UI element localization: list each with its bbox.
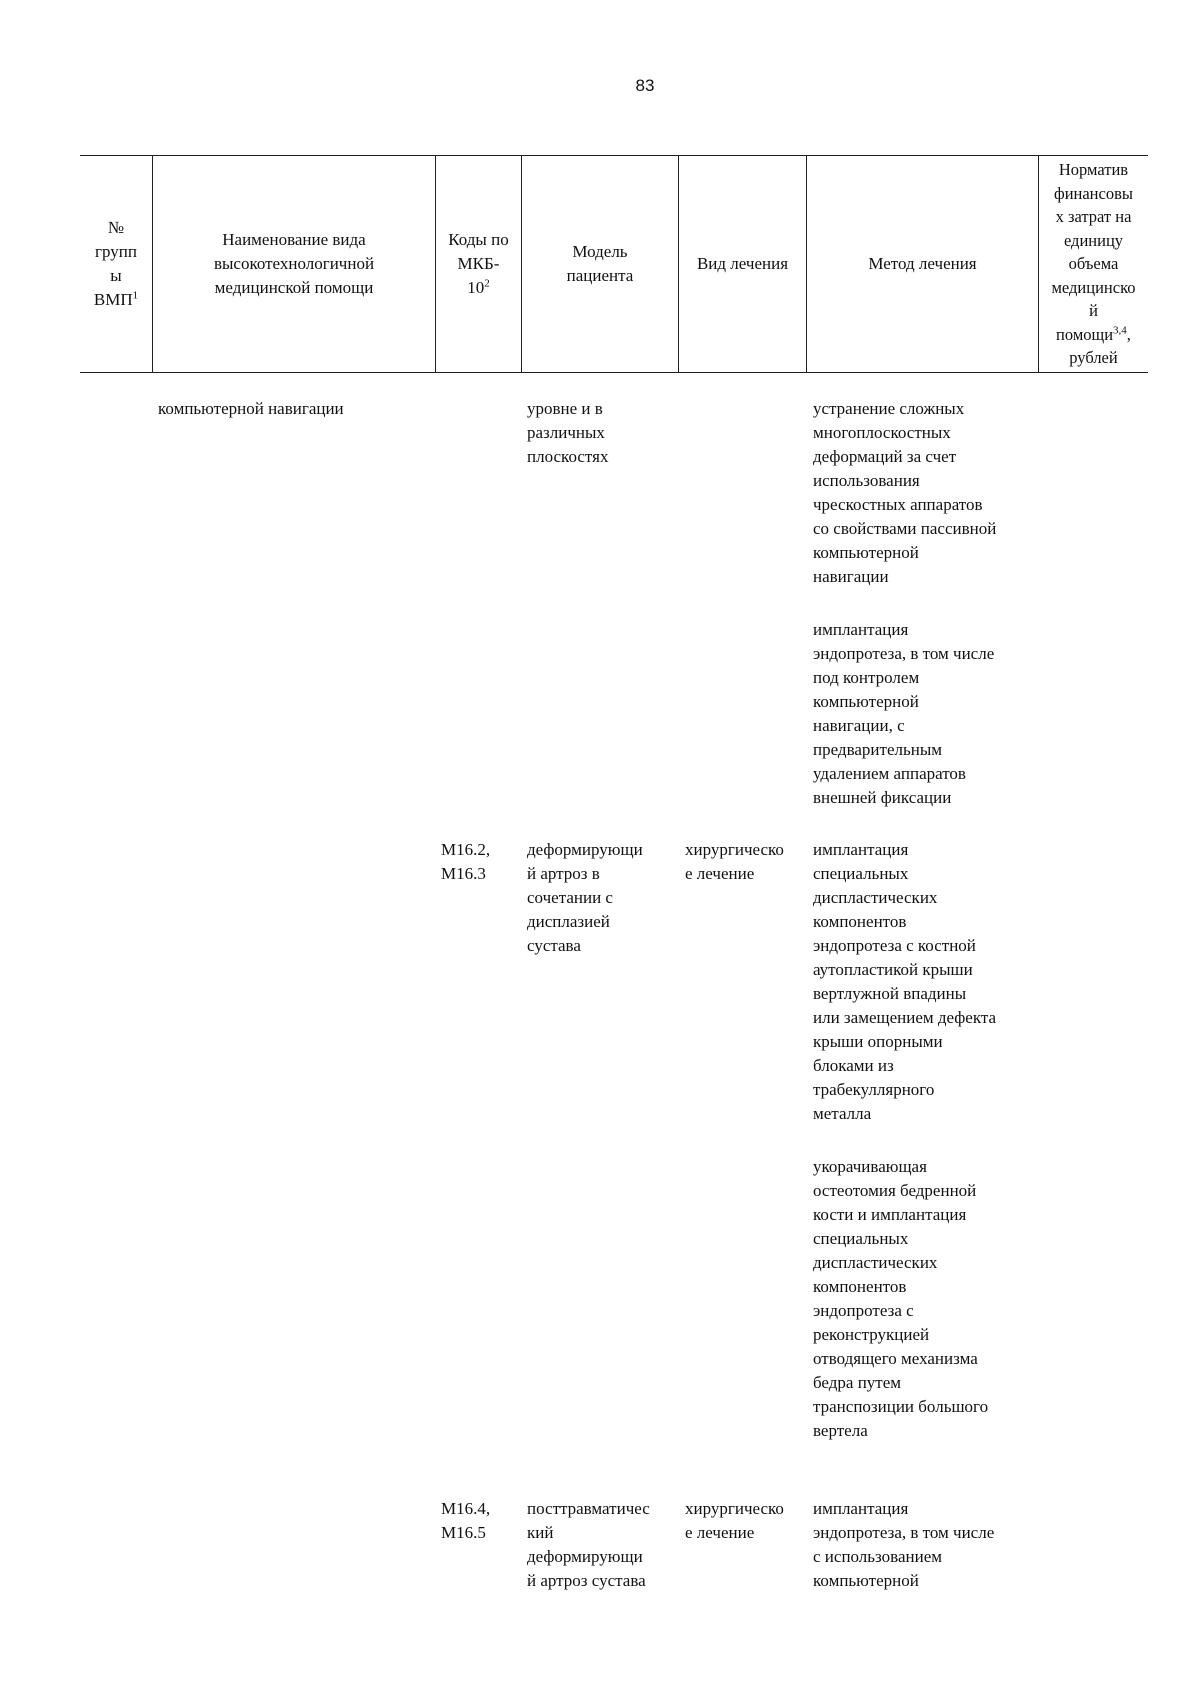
header-icd-codes-footnote: 2	[484, 277, 490, 290]
page-number: 83	[635, 76, 655, 95]
header-cost-norm-suffix: , рублей	[1069, 324, 1131, 368]
row-2-method-1: имплантация специальных диспластических компонентов эндопротеза с костной аутопластикой крыши вертлужной впадины или замещением дефекта крыши опорными блоками из трабекуллярного металла	[813, 840, 997, 1123]
header-patient-model	[521, 156, 678, 372]
row-1-method-2: имплантация эндопротеза, в том числе под контролем компьютерной навигации, с предварительным удалением аппаратов внешней фиксации	[813, 620, 995, 807]
row-3-treatment-type: хирургическо е лечение	[685, 1499, 784, 1542]
header-care-type-text: Наименование вида высокотехнологичной медицинской помощи	[213, 230, 375, 297]
header-group-number-footnote: 1	[132, 289, 139, 302]
row-2-icd-codes: M16.2, M16.3	[441, 840, 491, 883]
row-1-method-1: устранение сложных многоплоскостных деформаций за счет использования чрескостных аппаратов со свойствами пассивной компьютерной навигации	[813, 399, 997, 586]
header-treatment-type	[678, 156, 806, 372]
table-header	[80, 155, 1148, 373]
row-2-method-2: укорачивающая остеотомия бедренной кости и имплантация специальных диспластических компонентов эндопротеза с реконструкцией отводящего механизма бедра путем транспозиции большого вертела	[813, 1157, 989, 1440]
header-group-number-text: № групп ы ВМП	[93, 218, 137, 309]
header-cost-norm-text: Норматив финансовы х затрат на единицу объема медицинско й помощи	[1051, 160, 1136, 344]
header-care-type	[152, 156, 435, 372]
row-1-patient-model: уровне и в различных плоскостях	[527, 399, 609, 466]
row-3-method-1: имплантация эндопротеза, в том числе с использованием компьютерной	[813, 1499, 995, 1590]
row-1-care-type: компьютерной навигации	[158, 399, 344, 418]
header-icd-codes	[435, 156, 521, 372]
header-icd-codes-text: Коды по МКБ- 10	[448, 230, 509, 297]
header-treatment-method	[806, 156, 1038, 372]
row-2-treatment-type: хирургическо е лечение	[685, 840, 784, 883]
header-cost-norm	[1038, 156, 1148, 372]
header-patient-model-text: Модель пациента	[566, 242, 634, 285]
header-treatment-method-text: Метод лечения	[868, 254, 977, 273]
header-group-number	[80, 156, 152, 372]
row-3-icd-codes: M16.4, M16.5	[441, 1499, 491, 1542]
header-cost-norm-footnote: 3,4	[1113, 324, 1127, 337]
row-2-patient-model: деформирующи й артроз в сочетании с дисплазией сустава	[527, 840, 643, 955]
row-3-patient-model: посттравматичес кий деформирующи й артроз сустава	[527, 1499, 650, 1590]
header-treatment-type-text: Вид лечения	[696, 254, 789, 273]
